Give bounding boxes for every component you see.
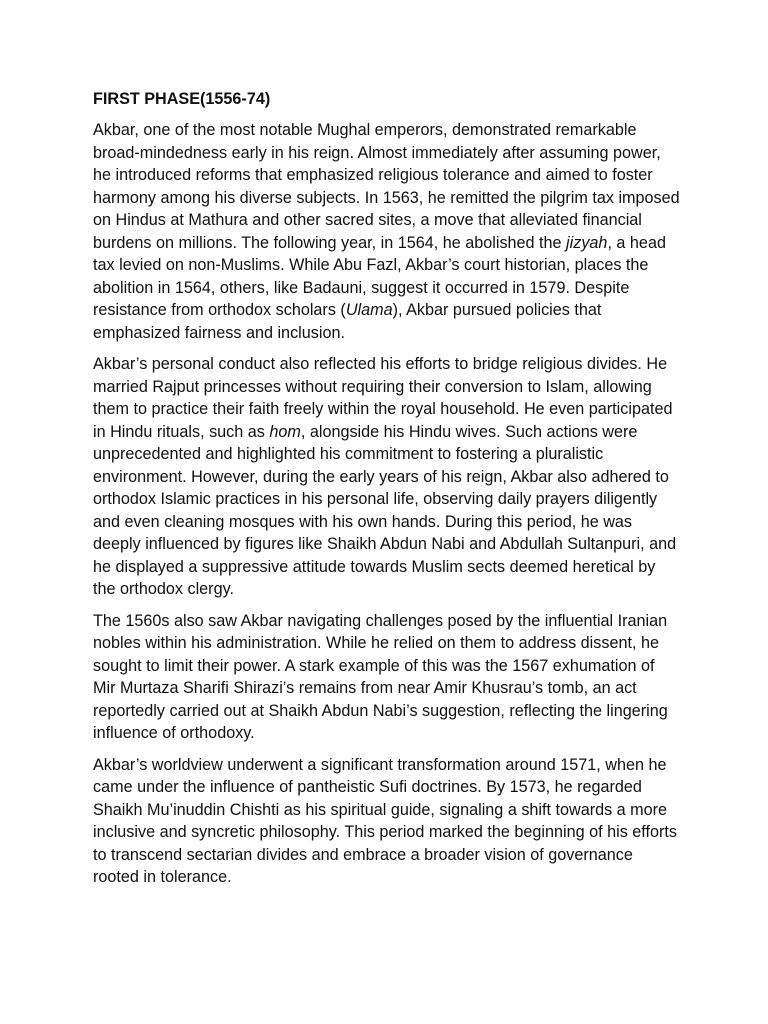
paragraph-text: The 1560s also saw Akbar navigating challenges posed by the influential Iranian nobles within his administration. While he relied on them to address dissent, he sought to limit their power. A stark example of this was the 1567 exhumation of Mir Murtaza Sharifi Shirazi’s remains from near Amir Khusrau’s tomb, an act reportedly carried out at Shaikh Abdun Nabi’s suggestion, reflecting the lingering influence of orthodoxy. xyxy=(93,611,668,742)
paragraph-4 xyxy=(93,754,680,889)
italic-term: Ulama xyxy=(345,301,393,319)
paragraph-text: , alongside his Hindu wives. Such actions were unprecedented and highlighted his commitment to fostering a pluralistic environment. However, during the early years of his reign, Akbar also adhered to orthodox Islamic practices in his personal life, observing daily prayers diligently and even cleaning mosques with his own hands. During this period, he was deeply influenced by figures like Shaikh Abdun Nabi and Abdullah Sultanpuri, and he displayed a suppressive attitude towards Muslim sects deemed heretical by the orthodox clergy. xyxy=(93,422,677,598)
paragraph-text: ), Akbar pursued policies that emphasized fairness and inclusion. xyxy=(93,301,602,342)
section-heading: FIRST PHASE(1556-74) xyxy=(93,90,271,108)
paragraph-2 xyxy=(93,353,680,601)
paragraph-text: Akbar’s worldview underwent a significant transformation around 1571, when he came under the influence of pantheistic Sufi doctrines. By 1573, he regarded Shaikh Mu’inuddin Chishti as his spiritual guide, signaling a shift towards a more inclusive and syncretic philosophy. This period marked the beginning of his efforts to transcend sectarian divides and embrace a broader vision of governance rooted in tolerance. xyxy=(93,755,677,886)
italic-term: jizyah xyxy=(566,233,608,252)
paragraph-1 xyxy=(93,119,680,344)
italic-term: hom xyxy=(269,422,301,441)
paragraph-text: Akbar, one of the most notable Mughal emperors, demonstrated remarkable broad-mindedness early in his reign. Almost immediately after assuming power, he introduced reforms that emphasized religious tolerance and aimed to foster harmony among his diverse subjects. In 1563, he remitted the pilgrim tax imposed on Hindus at Mathura and other sacred sites, a move that alleviated financial burdens on millions. The following year, in 1564, he abolished the xyxy=(93,121,680,252)
paragraph-text: Akbar’s personal conduct also reflected his efforts to bridge religious divides. He married Rajput princesses without requiring their conversion to Islam, allowing them to practice their faith freely within the royal household. He even participated in Hindu rituals, such as xyxy=(93,355,673,441)
paragraph-text: , a head tax levied on non-Muslims. While Abu Fazl, Akbar’s court historian, places the abolition in 1564, others, like Badauni, suggest it occurred in 1579. Despite resistance from orthodox scholars ( xyxy=(93,233,666,319)
paragraph-3 xyxy=(93,610,680,745)
